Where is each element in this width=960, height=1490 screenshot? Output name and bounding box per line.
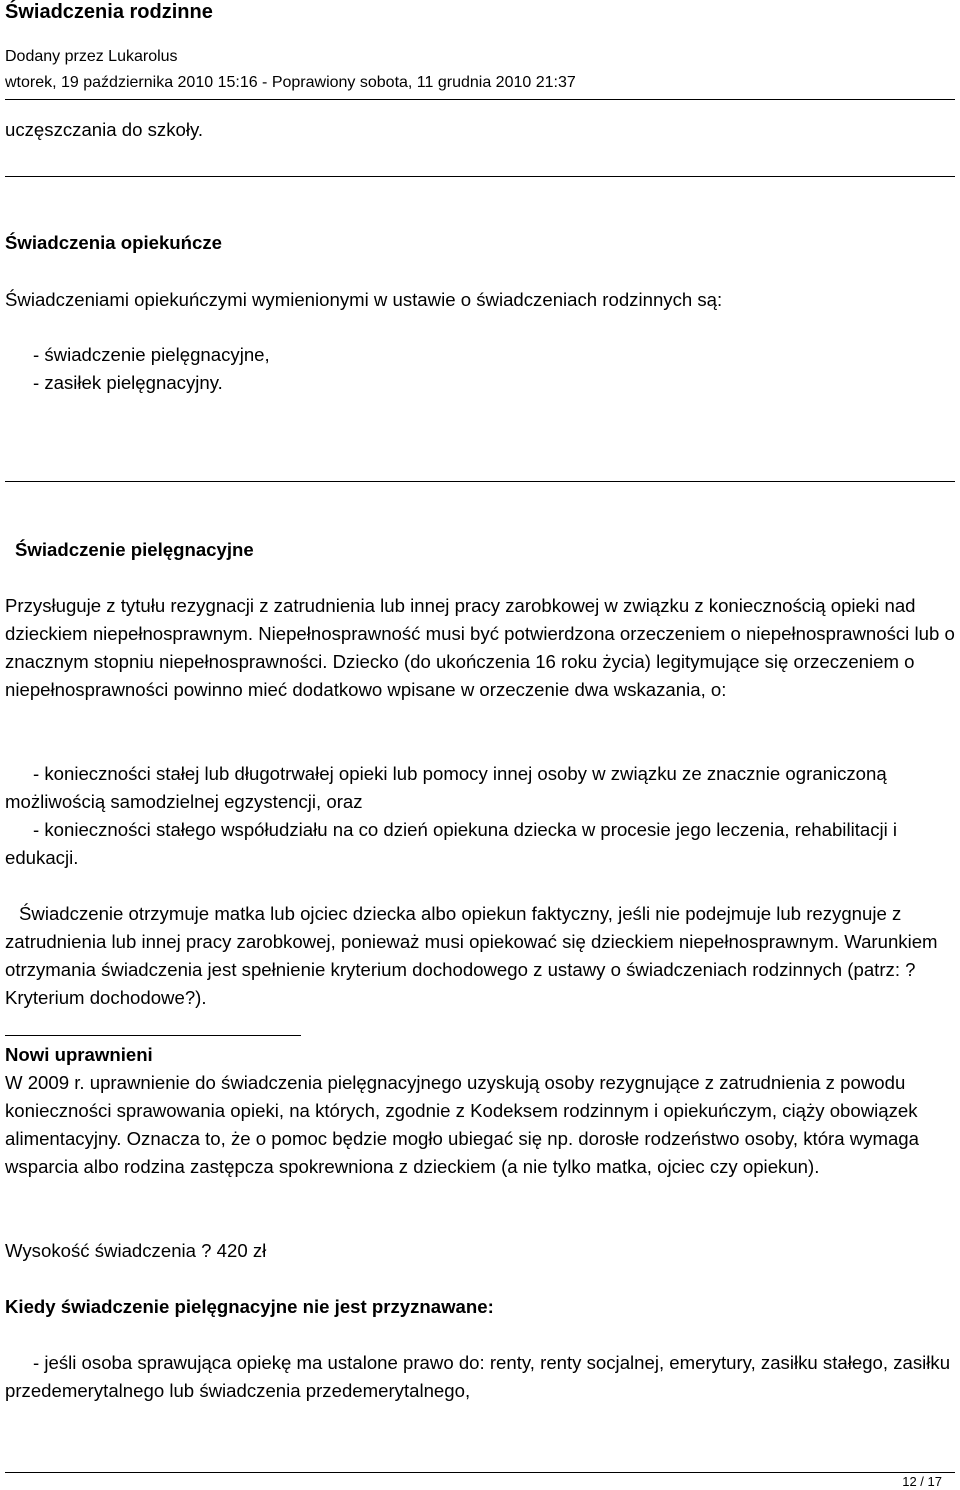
section-heading-nowi-uprawnieni: Nowi uprawnieni <box>5 1044 153 1065</box>
list-item: - zasiłek pielęgnacyjny. <box>33 372 223 393</box>
paragraph: Świadczenie otrzymuje matka lub ojciec dziecka albo opiekun faktyczny, jeśli nie podejmuje lub rezygnuje z zatrudnienia lub innej pracy zarobkowej, ponieważ musi opiekować się dzieckiem niepełnosprawnym. Warunkiem otrzymania świadczenia jest spełnienie kryterium dochodowego z ustawy o świadczeniach rodzinnych (patrz: ?Kryterium dochodowe?). <box>5 903 938 1008</box>
list-item: - świadczenie pielęgnacyjne, <box>33 344 270 365</box>
section-heading-opiekuncze: Świadczenia opiekuńcze <box>5 232 222 253</box>
author-line: Dodany przez Lukarolus <box>5 48 178 65</box>
section-divider <box>5 176 955 177</box>
date-line: wtorek, 19 października 2010 15:16 - Poprawiony sobota, 11 grudnia 2010 21:37 <box>5 74 576 91</box>
paragraph: Przysługuje z tytułu rezygnacji z zatrudnienia lub innej pracy zarobkowej w związku z koniecznością opieki nad dzieckiem niepełnosprawnym. Niepełnosprawność musi być potwierdzona orzeczeniem o niepełnosprawności lub o znacznym stopniu niepełnosprawności. Dziecko (do ukończenia 16 roku życia) legitymujące się orzeczeniem o niepełnosprawności powinno mieć dodatkowo wpisane w orzeczenie dwa wskazania, o: <box>5 595 955 700</box>
section-heading-nieprzyznawane: Kiedy świadczenie pielęgnacyjne nie jest przyznawane: <box>5 1296 494 1317</box>
page-number: 12 / 17 <box>902 1474 942 1489</box>
footer-divider <box>5 1472 955 1473</box>
header-divider <box>5 99 955 100</box>
amount-text: Wysokość świadczenia ? 420 zł <box>5 1240 267 1261</box>
short-divider <box>5 1035 301 1036</box>
page-title: Świadczenia rodzinne <box>5 1 213 23</box>
section-divider <box>5 481 955 482</box>
list-item: - jeśli osoba sprawująca opiekę ma ustalone prawo do: renty, renty socjalnej, emerytury, zasiłku stałego, zasiłku przedemerytalnego lub świadczenia przedemerytalnego, <box>5 1352 951 1401</box>
list-item: - konieczności stałej lub długotrwałej opieki lub pomocy innej osoby w związku ze znacznie ograniczoną możliwością samodzielnej egzystencji, oraz <box>5 763 887 812</box>
continuation-text: uczęszczania do szkoły. <box>5 119 204 140</box>
section-heading-pielegnacyjne: Świadczenie pielęgnacyjne <box>15 539 254 560</box>
paragraph: W 2009 r. uprawnienie do świadczenia pielęgnacyjnego uzyskują osoby rezygnujące z zatrudnienia z powodu konieczności sprawowania opieki, na których, zgodnie z Kodeksem rodzinnym i opiekuńczym, ciąży obowiązek alimentacyjny. Oznacza to, że o pomoc będzie mogło ubiegać się np. dorosłe rodzeństwo osoby, która wymaga wsparcia albo rodzina zastępcza spokrewniona z dzieckiem (a nie tylko matka, ojciec czy opiekun). <box>5 1072 919 1177</box>
list-item: - konieczności stałego współudziału na co dzień opiekuna dziecka w procesie jego leczenia, rehabilitacji i edukacji. <box>5 819 898 868</box>
section-intro: Świadczeniami opiekuńczymi wymienionymi w ustawie o świadczeniach rodzinnych są: <box>5 289 723 310</box>
